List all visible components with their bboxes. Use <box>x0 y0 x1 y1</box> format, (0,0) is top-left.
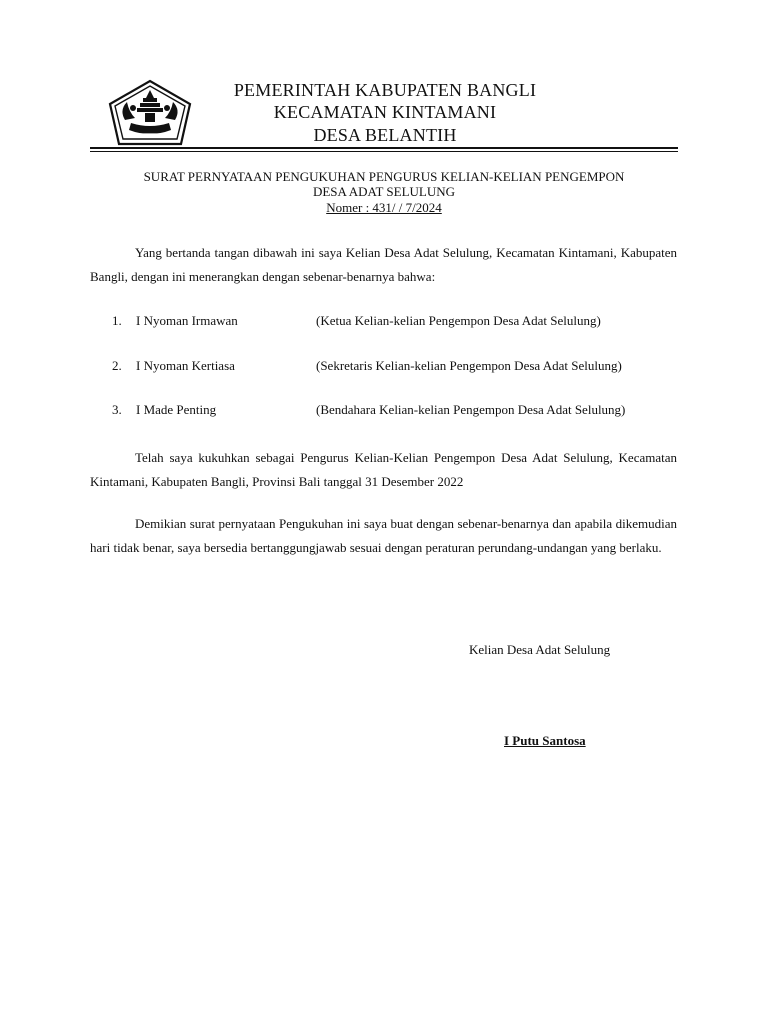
letter-number: Nomer : 431/ / 7/2024 <box>326 200 442 215</box>
closing-paragraph <box>90 512 677 560</box>
closing-text: Demikian surat pernyataan Pengukuhan ini saya buat dengan sebenar-benarnya dan apabila dikemudian hari tidak benar, saya bersedia bertanggungjawab sesuai dengan peraturan perundang-undangan yang berlaku. <box>90 516 677 555</box>
list-item-name: I Nyoman Kertiasa <box>136 358 235 373</box>
letter-title-line2: DESA ADAT SELULUNG <box>312 184 456 199</box>
header-village: DESA BELANTIH <box>313 125 457 145</box>
list-item-role: (Sekretaris Kelian-kelian Pengempon Desa Adat Selulung) <box>316 358 622 373</box>
intro-paragraph <box>90 241 677 289</box>
letter-title-line1: SURAT PERNYATAAN PENGUKUHAN PENGURUS KELIAN-KELIAN PENGEMPON <box>143 169 625 184</box>
header-divider-thin <box>90 151 678 152</box>
list-item-number: 2. <box>112 358 122 373</box>
list-item <box>90 401 690 419</box>
confirmation-paragraph <box>90 446 677 494</box>
header-government: PEMERINTAH KABUPATEN BANGLI <box>233 80 537 100</box>
list-item <box>90 357 690 375</box>
list-item-role: (Ketua Kelian-kelian Pengempon Desa Adat Selulung) <box>316 313 601 328</box>
header-district: KECAMATAN KINTAMANI <box>273 102 497 122</box>
list-item <box>90 312 690 330</box>
signature-title: Kelian Desa Adat Selulung <box>469 642 611 657</box>
header-divider-thick <box>90 147 678 149</box>
list-item-name: I Made Penting <box>136 402 217 417</box>
signature-name: I Putu Santosa <box>504 733 586 748</box>
confirmation-text: Telah saya kukuhkan sebagai Pengurus Kelian-Kelian Pengempon Desa Adat Selulung, Kecamatan Kintamani, Kabupaten Bangli, Provinsi Bali tanggal 31 Desember 2022 <box>90 450 677 489</box>
list-item-number: 1. <box>112 313 122 328</box>
list-item-number: 3. <box>112 402 122 417</box>
list-item-name: I Nyoman Irmawan <box>136 313 238 328</box>
list-item-role: (Bendahara Kelian-kelian Pengempon Desa Adat Selulung) <box>316 402 626 417</box>
intro-text: Yang bertanda tangan dibawah ini saya Kelian Desa Adat Selulung, Kecamatan Kintamani, Kabupaten Bangli, dengan ini menerangkan dengan sebenar-benarnya bahwa: <box>90 245 677 284</box>
